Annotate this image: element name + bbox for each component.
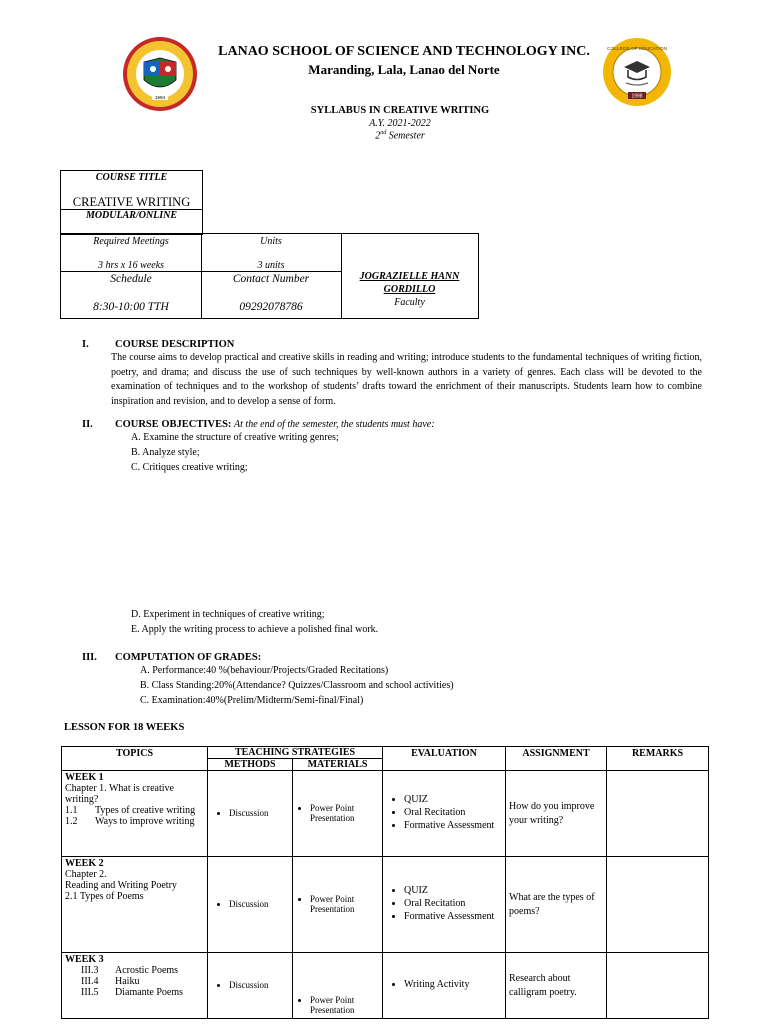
- evaluation-item: • Formative Assessment: [404, 820, 502, 831]
- grade-item-a: A. Performance:40 %(behaviour/Projects/Graded Recitations): [140, 665, 389, 676]
- units-label: Units: [260, 236, 282, 247]
- faculty-label: Faculty: [394, 297, 425, 308]
- meetings-label: Required Meetings: [93, 236, 169, 247]
- week-1-topics: [62, 771, 208, 857]
- section-2-title: COURSE OBJECTIVES:: [115, 419, 232, 430]
- col-assignment: ASSIGNMENT: [506, 747, 607, 771]
- col-methods: METHODS: [208, 759, 293, 771]
- subtopic-number: III.5: [81, 987, 99, 998]
- subtopic-number: III.4: [81, 976, 99, 987]
- right-logo-year: 1998: [631, 93, 643, 100]
- subtopic-number: III.3: [81, 965, 99, 976]
- evaluation-item: • QUIZ: [404, 885, 502, 896]
- section-2-number: II.: [82, 419, 93, 430]
- course-title-box: [60, 170, 203, 235]
- chapter-title: Chapter 2.: [65, 869, 107, 880]
- lesson-header-row: [62, 747, 709, 759]
- col-materials: MATERIALS: [293, 759, 383, 771]
- subtopic: [65, 965, 204, 976]
- evaluation-item: • Formative Assessment: [404, 911, 502, 922]
- course-description: The course aims to develop practical and creative skills in reading and writing; introduce students to the fundamental techniques of writing fiction, poetry, and drama; and discuss the use of such techniques by well-known authors in a variety of genres. Each class will be devoted to the examination of techniques and to the workshop of students’ drafts toward the enrichment of their manuscripts. Students learn how to combine inspiration and revision, and to develop a sense of form.: [111, 352, 702, 407]
- grade-item-b: B. Class Standing:20%(Attendance? Quizzes/Classroom and school activities): [140, 680, 454, 691]
- subtopic: [65, 816, 204, 827]
- week-3-evaluation: [383, 953, 506, 1019]
- units-value: 3 units: [257, 260, 285, 271]
- objective-e: E. Apply the writing process to achieve a polished final work.: [131, 624, 379, 635]
- week-3-assignment: Research about calligram poetry.: [506, 953, 607, 1019]
- table-row: [62, 857, 709, 953]
- material-item: • Power Point Presentation: [310, 995, 379, 1015]
- col-topics: TOPICS: [62, 747, 208, 771]
- section-2-heading: [115, 419, 435, 430]
- week-label: WEEK 3: [65, 954, 104, 965]
- section-1-title: COURSE DESCRIPTION: [115, 339, 235, 350]
- objective-d: D. Experiment in techniques of creative writing;: [131, 609, 325, 620]
- section-1-number: I.: [82, 339, 89, 350]
- contact-label: Contact Number: [232, 273, 310, 285]
- week-3-topics: [62, 953, 208, 1019]
- course-info-grid: [60, 233, 479, 319]
- semester-suffix: nd: [380, 130, 387, 136]
- objectives-intro: At the end of the semester, the students must have:: [234, 419, 435, 430]
- lesson-heading: LESSON FOR 18 WEEKS: [64, 722, 185, 733]
- subtopic: [65, 976, 204, 987]
- semester-number: 2: [375, 130, 381, 142]
- right-logo-text: COLLEGE OF EDUCATION: [607, 47, 667, 52]
- section-3-title: COMPUTATION OF GRADES:: [115, 652, 262, 663]
- week-label: WEEK 1: [65, 772, 104, 783]
- week-2-evaluation: [383, 857, 506, 953]
- week-1-material: [293, 771, 383, 857]
- week-1-assignment: How do you improve your writing?: [506, 771, 607, 857]
- col-remarks: REMARKS: [607, 747, 709, 771]
- subtopic: [65, 805, 204, 816]
- meetings-value: 3 hrs x 16 weeks: [97, 260, 165, 271]
- objective-c: C. Critiques creative writing;: [131, 462, 248, 473]
- chapter-subtitle: Reading and Writing Poetry: [65, 880, 177, 891]
- subtopic: [65, 987, 204, 998]
- week-label: WEEK 2: [65, 858, 104, 869]
- faculty-name-line2: GORDILLO: [383, 284, 436, 295]
- semester: [0, 130, 768, 141]
- col-strategies: TEACHING STRATEGIES: [208, 747, 383, 759]
- week-1-remarks: [607, 771, 709, 857]
- week-2-method: [208, 857, 293, 953]
- contact-value: 09292078786: [239, 301, 303, 313]
- col-evaluation: EVALUATION: [383, 747, 506, 771]
- schedule-value: 8:30-10:00 TTH: [93, 301, 169, 313]
- subtopic-number: 1.2: [65, 816, 78, 827]
- method-item: • Discussion: [229, 980, 289, 990]
- semester-word: Semester: [386, 130, 425, 142]
- subtopic: 2.1 Types of Poems: [65, 891, 144, 902]
- school-address: Maranding, Lala, Lanao del Norte: [308, 62, 500, 77]
- material-item: • Power Point Presentation: [310, 894, 379, 914]
- week-1-method: [208, 771, 293, 857]
- subtopic-text: Ways to improve writing: [95, 816, 195, 827]
- subtopic-text: Acrostic Poems: [115, 965, 179, 976]
- week-3-method: [208, 953, 293, 1019]
- week-1-evaluation: [383, 771, 506, 857]
- course-mode: MODULAR/ONLINE: [85, 210, 178, 221]
- week-2-assignment: What are the types of poems?: [506, 857, 607, 953]
- objective-a: A. Examine the structure of creative writing genres;: [131, 432, 339, 443]
- week-3-material: [293, 953, 383, 1019]
- school-name: LANAO SCHOOL OF SCIENCE AND TECHNOLOGY INC.: [218, 44, 590, 59]
- schedule-label: Schedule: [110, 273, 152, 285]
- table-row: [62, 953, 709, 1019]
- syllabus-title: SYLLABUS IN CREATIVE WRITING: [310, 105, 490, 116]
- week-3-remarks: [607, 953, 709, 1019]
- evaluation-item: • Oral Recitation: [404, 807, 502, 818]
- grade-item-c: C. Examination:40%(Prelim/Midterm/Semi-final/Final): [140, 695, 364, 706]
- subtopic-number: 1.1: [65, 805, 78, 816]
- subtopic-text: Types of creative writing: [95, 805, 196, 816]
- objective-b: B. Analyze style;: [131, 447, 200, 458]
- academic-year: A.Y. 2021-2022: [369, 118, 431, 129]
- week-2-remarks: [607, 857, 709, 953]
- evaluation-item: • Oral Recitation: [404, 898, 502, 909]
- course-title-value: CREATIVE WRITING: [72, 195, 191, 209]
- table-row: [62, 771, 709, 857]
- course-title-label: COURSE TITLE: [95, 172, 168, 183]
- evaluation-item: • Writing Activity: [404, 979, 502, 990]
- method-item: • Discussion: [229, 808, 289, 818]
- lesson-table: [61, 746, 709, 1019]
- method-item: • Discussion: [229, 899, 289, 909]
- week-2-topics: [62, 857, 208, 953]
- faculty-name-line1: JOGRAZIELLE HANN: [359, 271, 460, 282]
- subtopic-text: Diamante Poems: [115, 987, 184, 998]
- week-2-material: [293, 857, 383, 953]
- section-3-number: III.: [82, 652, 97, 663]
- evaluation-item: • QUIZ: [404, 794, 502, 805]
- subtopic-text: Haiku: [115, 976, 140, 987]
- left-logo-year: 1994: [154, 95, 166, 100]
- chapter-title: Chapter 1. What is creative writing?: [65, 783, 174, 805]
- material-item: • Power Point Presentation: [310, 803, 379, 823]
